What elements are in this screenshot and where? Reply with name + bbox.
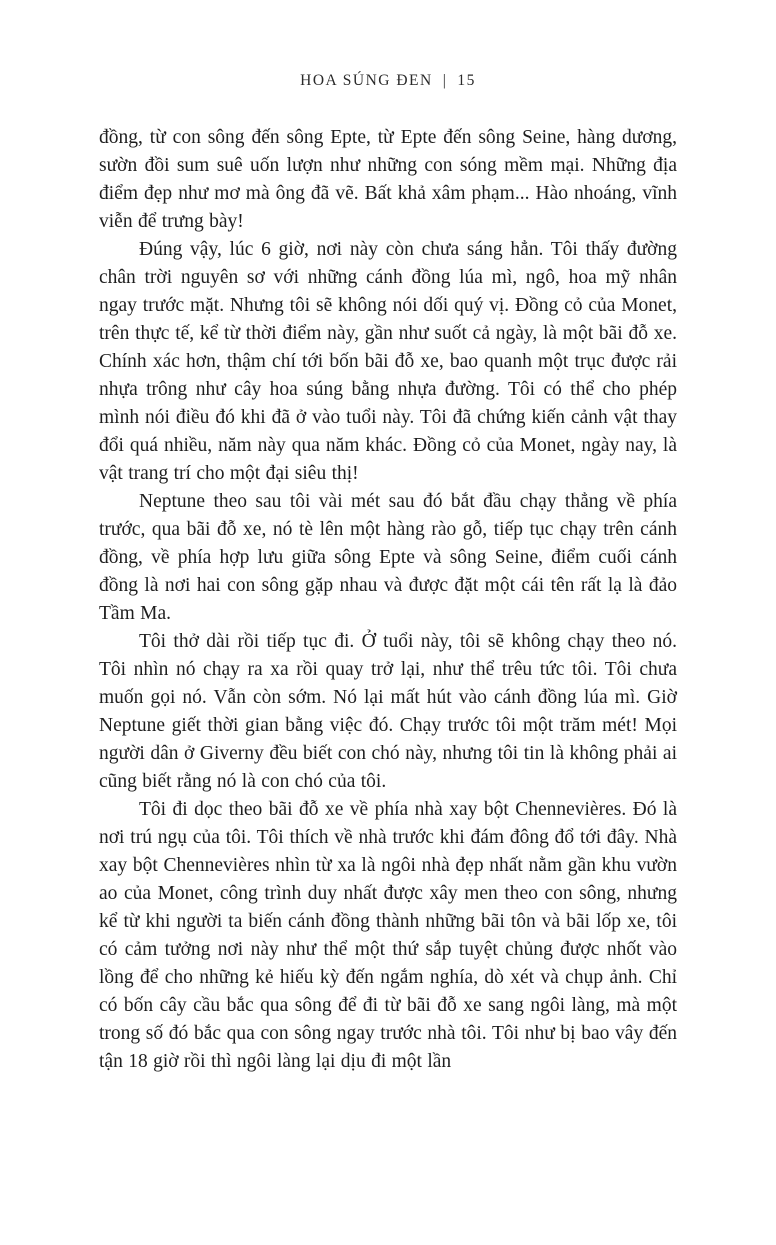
paragraph: Đúng vậy, lúc 6 giờ, nơi này còn chưa sáng hẳn. Tôi thấy đường chân trời nguyên sơ với những cánh đồng lúa mì, ngô, hoa mỹ nhân ngay trước mặt. Nhưng tôi sẽ không nói dối quý vị. Đồng cỏ của Monet, trên thực tế, kể từ thời điểm này, gần như suốt cả ngày, là một bãi đỗ xe. Chính xác hơn, thậm chí tới bốn bãi đỗ xe, bao quanh một trục được rải nhựa trông như cây hoa súng bằng nhựa đường. Tôi có thể cho phép mình nói điều đó khi đã ở vào tuổi này. Tôi đã chứng kiến cảnh vật thay đổi quá nhiều, năm này qua năm khác. Đồng cỏ của Monet, ngày nay, là vật trang trí cho một đại siêu thị!	[99, 239, 677, 484]
page-number: 15	[457, 72, 476, 89]
paragraph: Tôi thở dài rồi tiếp tục đi. Ở tuổi này, tôi sẽ không chạy theo nó. Tôi nhìn nó chạy ra xa rồi quay trở lại, như thể trêu tức tôi. Tôi chưa muốn gọi nó. Vẫn còn sớm. Nó lại mất hút vào cánh đồng lúa mì. Giờ Neptune giết thời gian bằng việc đó. Chạy trước tôi một trăm mét! Mọi người dân ở Giverny đều biết con chó này, nhưng tôi tin là không phải ai cũng biết rằng nó là con chó của tôi.	[99, 631, 677, 792]
header-separator: |	[442, 72, 448, 89]
paragraph: Neptune theo sau tôi vài mét sau đó bắt đầu chạy thẳng về phía trước, qua bãi đỗ xe, nó tè lên một hàng rào gỗ, tiếp tục chạy trên cánh đồng, về phía hợp lưu giữa sông Epte và sông Seine, điểm cuối cánh đồng là nơi hai con sông gặp nhau và được đặt một cái tên rất lạ là đảo Tầm Ma.	[99, 491, 677, 624]
running-header	[99, 72, 677, 90]
book-title: HOA SÚNG ĐEN	[300, 72, 433, 89]
page-body	[99, 124, 677, 1076]
paragraph: đồng, từ con sông đến sông Epte, từ Epte đến sông Seine, hàng dương, sườn đồi sum suê uốn lượn như những con sóng mềm mại. Những địa điểm đẹp như mơ mà ông đã vẽ. Bất khả xâm phạm... Hào nhoáng, vĩnh viễn để trưng bày!	[99, 127, 677, 232]
paragraph: Tôi đi dọc theo bãi đỗ xe về phía nhà xay bột Chennevières. Đó là nơi trú ngụ của tôi. Tôi thích về nhà trước khi đám đông đổ tới đây. Nhà xay bột Chennevières nhìn từ xa là ngôi nhà đẹp nhất nằm gần khu vườn ao của Monet, công trình duy nhất được xây men theo con sông, nhưng kể từ khi người ta biến cánh đồng thành những bãi tôn và bãi lốp xe, tôi có cảm tưởng nơi này như thể một thứ sắp tuyệt chủng được nhốt vào lồng để cho những kẻ hiếu kỳ đến ngắm nghía, dò xét và chụp ảnh. Chỉ có bốn cây cầu bắc qua sông để đi từ bãi đỗ xe sang ngôi làng, mà một trong số đó bắc qua con sông ngay trước nhà tôi. Tôi như bị bao vây đến tận 18 giờ rồi thì ngôi làng lại dịu đi một lần	[99, 799, 677, 1072]
